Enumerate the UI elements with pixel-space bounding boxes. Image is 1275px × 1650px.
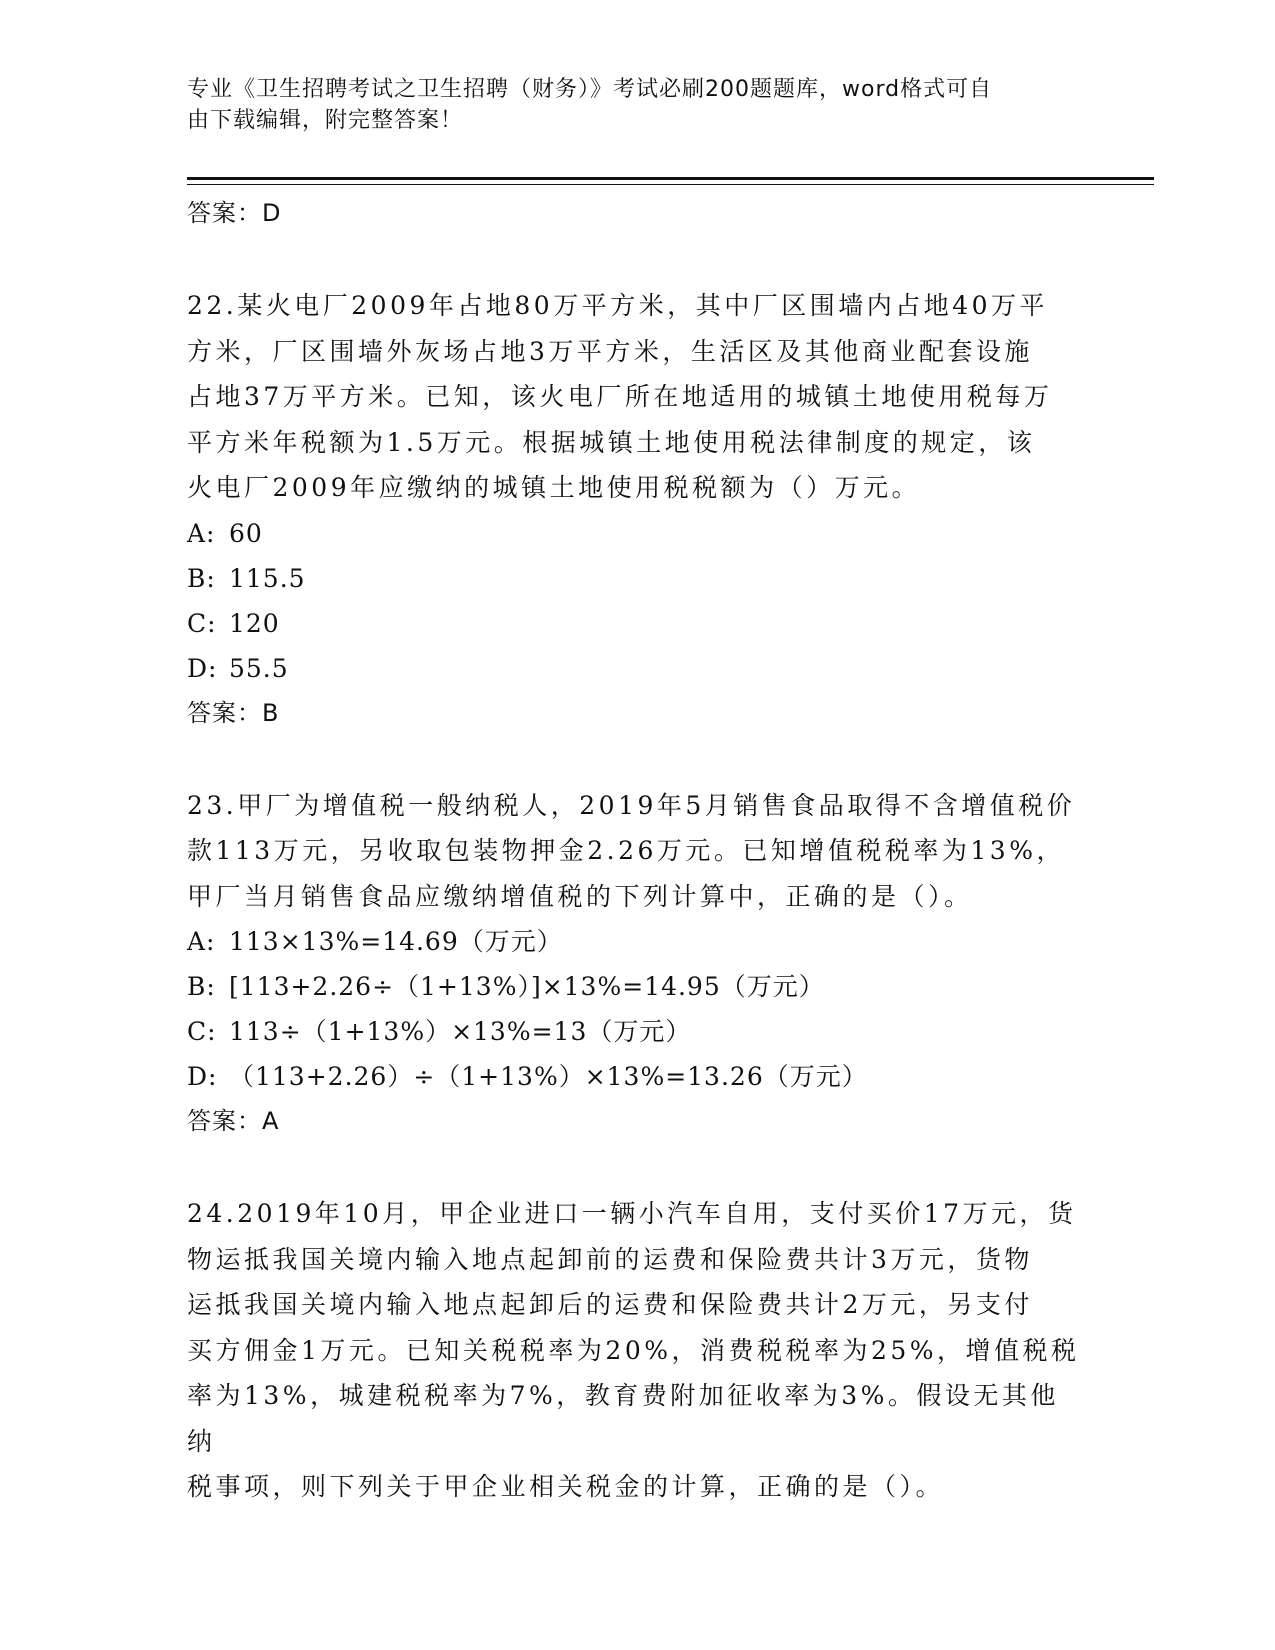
question-24-line-5: 率为13%，城建税税率为7%，教育费附加征收率为3%。假设无其他纳 [187,1381,1059,1456]
option-key: C: [187,1017,217,1046]
option-text: 113×13%=14.69（万元） [229,927,563,956]
option-key: D: [187,1062,218,1091]
question-22-option-c [187,601,1087,646]
question-23-line-2: 款113万元，另收取包装物押金2.26万元。已知增值税税率为13%， [187,836,1065,865]
question-22-answer: 答案：B [187,698,280,727]
question-22-stem [187,283,1087,511]
header-line-2: 由下载编辑，附完整答案！ [187,108,464,133]
question-24-stem [187,1191,1087,1510]
answer-line-prev: 答案：D [187,199,282,227]
section-gap [187,735,1087,783]
question-23-line-3: 甲厂当月销售食品应缴纳增值税的下列计算中，正确的是（）。 [187,881,973,911]
question-22-option-b [187,556,1087,601]
option-key: A: [187,518,216,548]
question-22-option-a [187,511,1087,556]
option-key: B: [187,972,216,1001]
question-23-option-c [187,1009,1087,1054]
question-22-line-3: 占地37万平方米。已知，该火电厂所在地适用的城镇土地使用税每万 [187,382,1053,411]
question-23-answer: 答案：A [187,1107,280,1135]
question-22-option-d [187,646,1087,691]
question-24-line-1: 2019年10月，甲企业进口一辆小汽车自用，支付买价17万元，货 [237,1199,1077,1228]
question-24-line-6: 税事项，则下列关于甲企业相关税金的计算，正确的是（）。 [187,1472,945,1501]
option-text: 115.5 [229,563,306,593]
option-text: 60 [229,518,263,548]
option-key: D: [187,653,218,683]
document-body [187,191,1087,1510]
option-text: 120 [229,608,280,638]
header-rule-thick [187,177,1154,180]
question-22-line-5: 火电厂2009年应缴纳的城镇土地使用税税额为（）万元。 [187,473,921,502]
question-23-stem [187,783,1087,920]
header-line-1: 专业《卫生招聘考试之卫生招聘（财务）》考试必刷200题题库，word格式可自 [187,77,993,102]
question-23-line-1: 甲厂为增值税一般纳税人，2019年5月销售食品取得不含增值税价 [237,790,1076,820]
option-key: A: [187,927,216,956]
question-23-option-b [187,964,1087,1009]
section-gap [187,235,1087,283]
question-22-number: 22. [187,291,238,320]
question-24-line-2: 物运抵我国关境内输入地点起卸前的运费和保险费共计3万元，货物 [187,1244,1033,1274]
question-23-option-a [187,919,1087,964]
option-key: C: [187,608,217,638]
question-24-line-3: 运抵我国关境内输入地点起卸后的运费和保险费共计2万元，另支付 [187,1290,1033,1319]
option-text: （113+2.26）÷（1+13%）×13%=13.26（万元） [229,1062,868,1091]
section-gap [187,1143,1087,1191]
question-23-option-d [187,1054,1087,1099]
option-text: 55.5 [229,653,289,683]
question-22-line-2: 方米，厂区围墙外灰场占地3万平方米，生活区及其他商业配套设施 [187,336,1033,366]
option-text: 113÷（1+13%）×13%=13（万元） [229,1017,692,1046]
option-key: B: [187,563,216,593]
option-text: [113+2.26÷（1+13%）]×13%=14.95（万元） [229,972,825,1001]
question-22-line-4: 平方米年税额为1.5万元。根据城镇土地使用税法律制度的规定，该 [187,427,1036,457]
question-24-line-4: 买方佣金1万元。已知关税税率为20%，消费税税率为25%，增值税税 [187,1335,1080,1365]
header-rule-thin [187,184,1154,185]
page-header [187,74,1067,136]
question-24-number: 24. [187,1199,238,1228]
question-22-line-1: 某火电厂2009年占地80万平方米，其中厂区围墙内占地40万平 [237,291,1049,320]
question-23-number: 23. [187,790,238,820]
